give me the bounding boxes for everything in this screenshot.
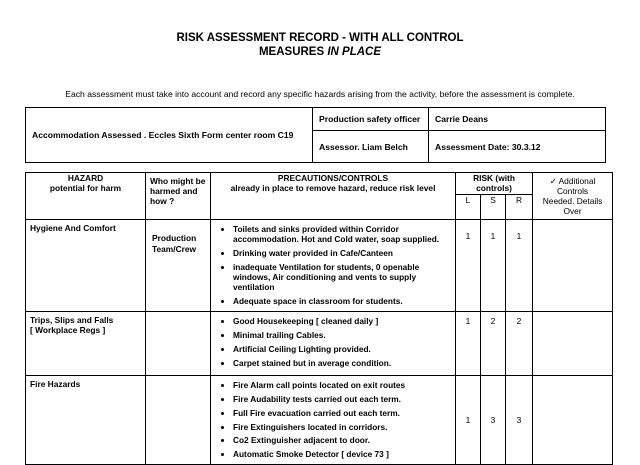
precaution-item: • Automatic Smoke Detector [ device 73 ] — [233, 450, 455, 460]
severity-value: 2 — [481, 311, 506, 375]
precautions-list — [211, 317, 455, 369]
precaution-item: • Fire Extinguishers located in corridors. — [233, 423, 455, 433]
precautions-header-line-2: already in place to remove hazard, reduce risk level — [230, 183, 436, 194]
precautions-cell — [211, 311, 456, 375]
precautions-list — [211, 225, 455, 307]
likelihood-value: 1 — [456, 311, 481, 375]
likelihood-value: 1 — [456, 375, 481, 465]
assessment-date-cell: Assessment Date: 30.3.12 — [429, 131, 606, 163]
additional-controls-header: ✓ Additional Controls Needed. Details Over — [533, 173, 613, 220]
title-measures-text: MEASURES — [258, 46, 328, 58]
hazard-header-line-2: potential for harm — [49, 183, 122, 194]
rating-value: 1 — [506, 220, 533, 312]
precaution-item: • Toilets and sinks provided within Corridor accommodation. Hot and Cold water, soap supplied. — [233, 225, 455, 245]
risk-with-controls-header: RISK (with controls) — [456, 173, 533, 195]
hazard-text: Fire Hazards — [30, 378, 81, 389]
intro-text: Each assessment must take into account and record any specific hazards arising from the activity, before the assessment is complete. — [65, 89, 575, 99]
hazard-cell — [26, 375, 146, 465]
severity-column-header: S — [481, 195, 506, 220]
title-in-place-italic: IN PLACE — [327, 46, 382, 58]
accommodation-assessed-cell: Accommodation Assessed . Eccles Sixth Form center room C19 — [26, 108, 313, 163]
document-title — [0, 31, 640, 59]
precaution-item: • Adequate space in classroom for students. — [233, 297, 455, 307]
precaution-item: • Artificial Ceiling Lighting provided. — [233, 345, 455, 355]
who-cell — [146, 311, 211, 375]
likelihood-value: 1 — [456, 220, 481, 312]
who-column-header: Who might be harmed and how ? — [146, 173, 211, 220]
precautions-header-line-1: PRECAUTIONS/CONTROLS — [277, 173, 389, 183]
severity-value: 1 — [481, 220, 506, 312]
risk-assessment-table — [25, 172, 613, 465]
precautions-list — [211, 381, 455, 461]
precaution-item: • Full Fire evacuation carried out each term. — [233, 409, 455, 419]
hazard-cell — [26, 220, 146, 312]
precaution-item: • Good Housekeeping [ cleaned daily ] — [233, 317, 455, 327]
additional-controls-cell — [533, 220, 613, 312]
rating-column-header: R — [506, 195, 533, 220]
production-safety-officer-name: Carrie Deans — [429, 108, 606, 131]
hazard-text: Trips, Slips and Falls — [30, 314, 114, 325]
precautions-cell — [211, 220, 456, 312]
hazard-text: Hygiene And Comfort — [30, 223, 116, 233]
precautions-column-header — [211, 173, 456, 220]
assessment-info-table — [25, 107, 606, 163]
precaution-item: • Fire Alarm call points located on exit routes — [233, 381, 455, 391]
precaution-item: • inadequate Ventilation for students, 0 openable windows, Air conditioning and vents to supply ventilation — [233, 263, 455, 293]
hazard-cell — [26, 311, 146, 375]
precaution-item: • Minimal trailing Cables. — [233, 331, 455, 341]
production-safety-officer-label: Production safety officer — [313, 108, 429, 131]
table-row-hygiene — [26, 220, 613, 312]
precaution-item: • Fire Audability tests carried out each term. — [233, 395, 455, 405]
document-title-line-1: RISK ASSESSMENT RECORD - WITH ALL CONTROL — [176, 32, 464, 44]
assessor-cell: Assessor. Liam Belch — [313, 131, 429, 163]
table-row-fire-hazards — [26, 375, 613, 465]
precaution-item: • Drinking water provided in Cafe/Canteen — [233, 249, 455, 259]
hazard-column-header — [26, 173, 146, 220]
additional-controls-cell — [533, 375, 613, 465]
precautions-cell — [211, 375, 456, 465]
document-title-line-2 — [0, 45, 640, 59]
who-cell: Production Team/Crew — [146, 220, 211, 312]
precaution-item: • Co2 Extinguisher adjacent to door. — [233, 436, 455, 446]
hazard-subtext: [ Workplace Regs ] — [30, 325, 106, 336]
table-row-trips-slips-falls — [26, 311, 613, 375]
severity-value: 3 — [481, 375, 506, 465]
additional-controls-cell — [533, 311, 613, 375]
rating-value: 2 — [506, 311, 533, 375]
who-cell — [146, 375, 211, 465]
rating-value: 3 — [506, 375, 533, 465]
hazard-header-line-1: HAZARD — [67, 173, 104, 183]
precaution-item: • Carpet stained but in average condition. — [233, 359, 455, 369]
likelihood-column-header: L — [456, 195, 481, 220]
